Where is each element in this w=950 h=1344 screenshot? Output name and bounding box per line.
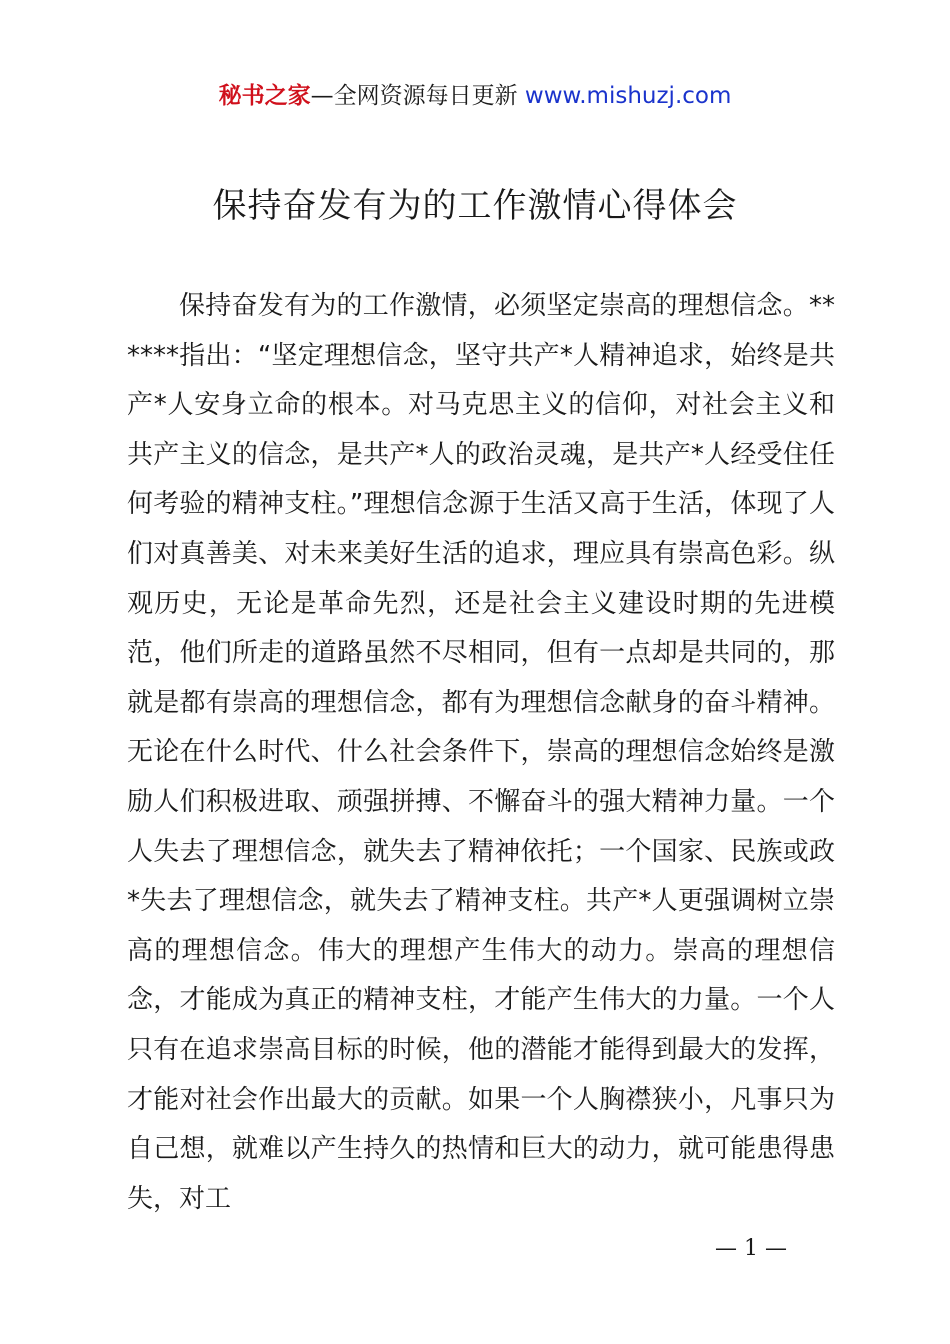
document-title: 保持奋发有为的工作激情心得体会: [212, 186, 738, 226]
site-url-link[interactable]: www.mishuzj.com: [524, 83, 732, 109]
site-brand: 秘书之家: [218, 83, 311, 109]
site-tagline: —全网资源每日更新: [310, 83, 525, 109]
page-number: — 1 —: [715, 1236, 787, 1261]
site-header: [0, 80, 950, 112]
body-paragraph: 保持奋发有为的工作激情，必须坚定崇高的理想信念。******指出：“坚定理想信念，坚守共产*人精神追求，始终是共产*人安身立命的根本。对马克思主义的信仰，对社会主义和共产主义的信念，是共产*人的政治灵魂，是共产*人经受住任何考验的精神支柱。”理想信念源于生活又高于生活，体现了人们对真善美、对未来美好生活的追求，理应具有崇高色彩。纵观历史，无论是革命先烈，还是社会主义建设时期的先进模范，他们所走的道路虽然不尽相同，但有一点却是共同的，那就是都有崇高的理想信念，都有为理想信念献身的奋斗精神。无论在什么时代、什么社会条件下，崇高的理想信念始终是激励人们积极进取、顽强拼搏、不懈奋斗的强大精神力量。一个人失去了理想信念，就失去了精神依托；一个国家、民族或政*失去了理想信念，就失去了精神支柱。共产*人更强调树立崇高的理想信念。伟大的理想产生伟大的动力。崇高的理想信念，才能成为真正的精神支柱，才能产生伟大的力量。一个人只有在追求崇高目标的时候，他的潜能才能得到最大的发挥，才能对社会作出最大的贡献。如果一个人胸襟狭小，凡事只为自己想，就难以产生持久的热情和巨大的动力，就可能患得患失，对工: [127, 291, 835, 1214]
